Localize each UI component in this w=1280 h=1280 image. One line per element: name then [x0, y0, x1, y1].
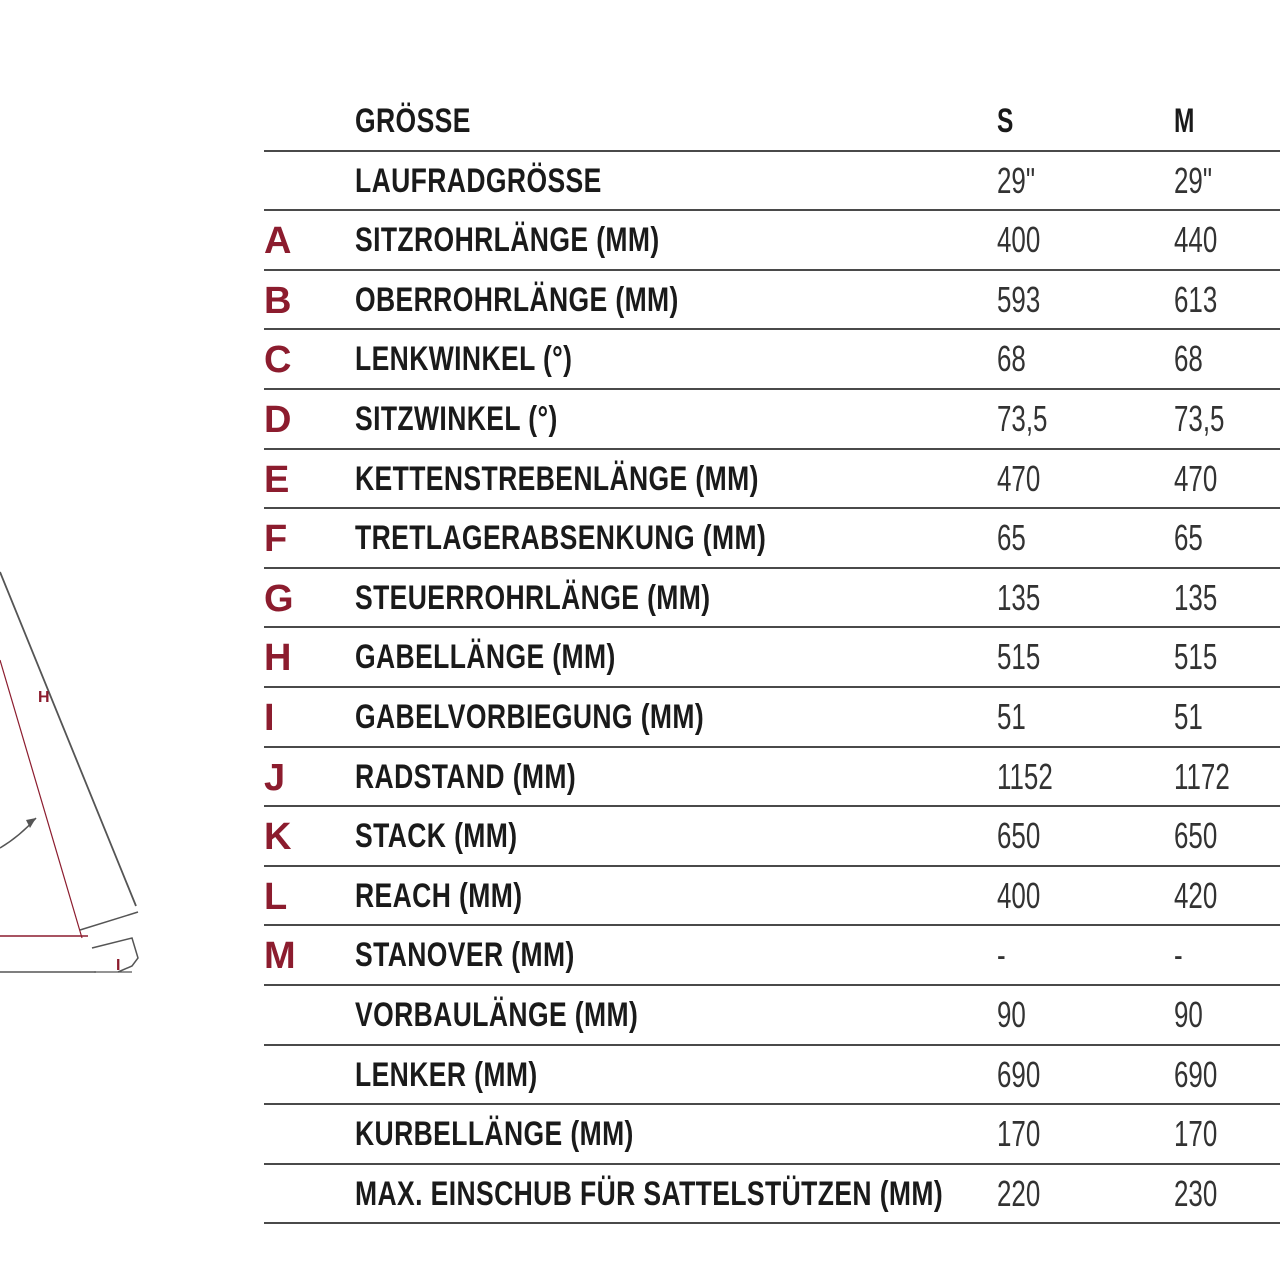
table-header-row: [264, 92, 1280, 152]
row-value-s: 400: [997, 874, 1041, 916]
row-value-m: 65: [1174, 517, 1203, 559]
table-row: [264, 688, 1280, 748]
diagram-label-h: H: [38, 689, 50, 706]
row-value-s: 593: [997, 278, 1041, 320]
table-row: [264, 509, 1280, 569]
row-value-s: 220: [997, 1172, 1041, 1214]
row-letter: E: [264, 458, 290, 501]
fork-length-tick: [80, 912, 138, 930]
row-value-s: 65: [997, 517, 1026, 559]
table-row: [264, 748, 1280, 808]
row-value-m: -: [1174, 934, 1183, 976]
row-value-m: 170: [1174, 1113, 1218, 1155]
row-value-s: 170: [997, 1113, 1041, 1155]
row-letter: J: [264, 756, 286, 799]
row-value-m: 470: [1174, 457, 1218, 499]
table-row: [264, 271, 1280, 331]
table-row: [264, 807, 1280, 867]
row-letter: D: [264, 398, 292, 441]
row-label: LENKER (MM): [355, 1055, 538, 1094]
diagram-label-i: I: [116, 957, 121, 974]
row-letter: M: [264, 935, 296, 978]
row-value-s: 470: [997, 457, 1041, 499]
row-value-m: 135: [1174, 576, 1218, 618]
row-label: GABELLÄNGE (MM): [355, 638, 616, 677]
row-label: LENKWINKEL (°): [355, 340, 573, 379]
row-label: GABELVORBIEGUNG (MM): [355, 697, 705, 736]
row-value-m: 1172: [1174, 755, 1230, 797]
row-letter: K: [264, 816, 292, 859]
row-value-s: -: [997, 934, 1006, 976]
table-row: [264, 1105, 1280, 1165]
table-row: [264, 390, 1280, 450]
table-row: [264, 628, 1280, 688]
row-letter: G: [264, 577, 294, 620]
row-value-s: 73,5: [997, 397, 1048, 439]
row-value-m: 613: [1174, 278, 1218, 320]
row-label: MAX. EINSCHUB FÜR SATTELSTÜTZEN (MM): [355, 1174, 944, 1213]
row-label: STACK (MM): [355, 817, 518, 856]
row-value-m: 90: [1174, 993, 1203, 1035]
table-row: [264, 1046, 1280, 1106]
row-label: KETTENSTREBENLÄNGE (MM): [355, 459, 759, 498]
size-s-header: S: [997, 102, 1014, 140]
table-row: [264, 211, 1280, 271]
row-value-s: 400: [997, 219, 1041, 261]
row-value-m: 230: [1174, 1172, 1218, 1214]
offset-bracket: [92, 938, 138, 972]
row-value-m: 68: [1174, 338, 1203, 380]
row-value-s: 515: [997, 636, 1041, 678]
row-label: OBERROHRLÄNGE (MM): [355, 280, 679, 319]
bike-geometry-diagram: [0, 0, 260, 1280]
row-label: SITZROHRLÄNGE (MM): [355, 221, 660, 260]
row-label: REACH (MM): [355, 876, 523, 915]
size-m-header: M: [1174, 102, 1195, 140]
table-row: [264, 986, 1280, 1046]
row-value-m: 440: [1174, 219, 1218, 261]
table-row: [264, 450, 1280, 510]
table-row: [264, 867, 1280, 927]
row-label: LAUFRADGRÖSSE: [355, 161, 602, 200]
row-label: SITZWINKEL (°): [355, 399, 558, 438]
row-letter: A: [264, 220, 292, 263]
row-value-s: 29ʺ: [997, 159, 1036, 201]
row-letter: I: [264, 696, 275, 739]
row-letter: C: [264, 339, 292, 382]
row-label: VORBAULÄNGE (MM): [355, 995, 639, 1034]
table-row: [264, 152, 1280, 212]
row-value-m: 690: [1174, 1053, 1218, 1095]
row-label: KURBELLÄNGE (MM): [355, 1115, 634, 1154]
row-label: RADSTAND (MM): [355, 757, 577, 796]
row-value-s: 51: [997, 695, 1026, 737]
geometry-table: [264, 92, 1280, 1224]
fork-outline-line: [0, 572, 136, 906]
row-label: STANOVER (MM): [355, 936, 575, 975]
row-label: TRETLAGERABSENKUNG (MM): [355, 519, 767, 558]
row-letter: L: [264, 875, 288, 918]
row-value-m: 420: [1174, 874, 1218, 916]
table-row: [264, 569, 1280, 629]
row-value-m: 29ʺ: [1174, 159, 1213, 201]
table-row: [264, 330, 1280, 390]
row-value-s: 690: [997, 1053, 1041, 1095]
row-value-m: 515: [1174, 636, 1218, 678]
row-value-s: 650: [997, 815, 1041, 857]
row-letter: F: [264, 518, 288, 561]
row-letter: B: [264, 279, 292, 322]
row-value-m: 73,5: [1174, 397, 1225, 439]
table-row: [264, 926, 1280, 986]
row-value-m: 51: [1174, 695, 1203, 737]
row-label: STEUERROHRLÄNGE (MM): [355, 578, 711, 617]
size-header-label: GRÖSSE: [355, 102, 471, 140]
table-row: [264, 1165, 1280, 1225]
row-value-s: 90: [997, 993, 1026, 1035]
row-value-m: 650: [1174, 815, 1218, 857]
row-value-s: 1152: [997, 755, 1053, 797]
row-value-s: 68: [997, 338, 1026, 380]
table-body: [264, 152, 1280, 1225]
row-value-s: 135: [997, 576, 1041, 618]
row-letter: H: [264, 637, 292, 680]
